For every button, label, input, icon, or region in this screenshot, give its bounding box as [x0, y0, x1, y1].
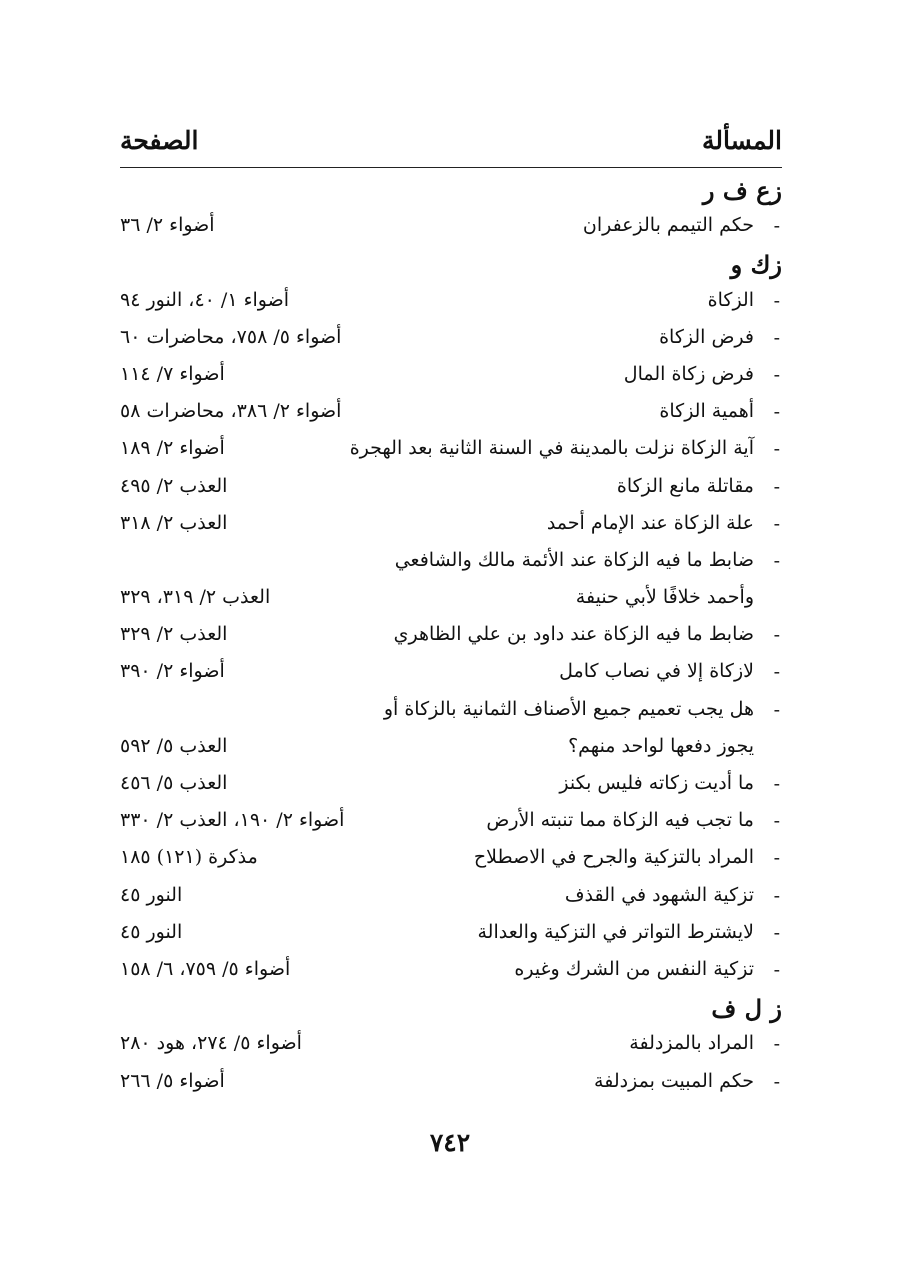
section-root-letters: زع ف ر	[702, 176, 782, 205]
entry-dash: -	[773, 1033, 780, 1056]
column-header	[120, 126, 782, 162]
index-entry	[120, 841, 782, 878]
issue-column-label: المسألة	[702, 126, 782, 155]
section-root-letters: زك و	[730, 250, 782, 280]
entry-dash: -	[773, 698, 780, 721]
entry-reference: أضواء ٢/ ١٨٩	[120, 437, 225, 460]
entry-reference: أضواء ١/ ٤٠، النور ٩٤	[120, 288, 290, 311]
entry-text: وأحمد خلافًا لأبي حنيفة	[575, 586, 754, 609]
index-entry	[120, 1027, 782, 1064]
entry-reference: أضواء ٥/ ٧٥٩، ٦/ ١٥٨	[120, 957, 291, 980]
entry-reference: النور ٤٥	[120, 883, 183, 906]
index-entry	[120, 358, 782, 395]
index-entry	[120, 693, 782, 730]
entry-text: هل يجب تعميم جميع الأصناف الثمانية بالزكاة أو	[383, 697, 754, 720]
entry-dash: -	[773, 289, 780, 312]
entry-text: تزكية النفس من الشرك وغيره	[514, 957, 754, 980]
index-entry	[120, 209, 782, 246]
entry-dash: -	[773, 810, 780, 833]
entry-dash: -	[773, 884, 780, 907]
entry-text: آية الزكاة نزلت بالمدينة في السنة الثانية بعد الهجرة	[349, 437, 754, 460]
entry-dash: -	[773, 512, 780, 535]
entry-reference: أضواء ٢/ ١٩٠، العذب ٢/ ٣٣٠	[120, 809, 345, 832]
entry-text: لازكاة إلا في نصاب كامل	[559, 660, 754, 683]
entry-dash: -	[773, 438, 780, 461]
entry-reference: العذب ٥/ ٥٩٢	[120, 734, 228, 757]
entry-dash: -	[773, 401, 780, 424]
section-heading	[120, 990, 782, 1027]
index-entry	[120, 395, 782, 432]
section-heading	[120, 246, 782, 283]
entry-text: مقاتلة مانع الزكاة	[616, 474, 754, 497]
entry-reference: أضواء ٥/ ٧٥٨، محاضرات ٦٠	[120, 325, 342, 348]
entry-text: حكم التيمم بالزعفران	[582, 214, 754, 237]
index-entry	[120, 730, 782, 767]
entry-reference: النور ٤٥	[120, 920, 183, 943]
index-lines	[120, 172, 782, 1102]
index-entry	[120, 953, 782, 990]
entry-dash: -	[773, 773, 780, 795]
entry-dash: -	[773, 958, 780, 981]
entry-dash: -	[773, 921, 780, 944]
entry-dash: -	[773, 215, 780, 238]
entry-text: علة الزكاة عند الإمام أحمد	[546, 511, 754, 534]
index-entry	[120, 284, 782, 321]
entry-reference: العذب ٢/ ٣٢٩	[120, 623, 228, 646]
entry-reference: العذب ٢/ ٤٩٥	[120, 474, 228, 497]
entry-text: يجوز دفعها لواحد منهم؟	[568, 734, 754, 757]
header-rule	[120, 167, 782, 168]
page-number: ٧٤٢	[429, 1128, 471, 1157]
page-column-label: الصفحة	[120, 126, 199, 155]
entry-dash: -	[773, 549, 780, 572]
index-entry	[120, 581, 782, 618]
section-root-letters: ز ل ف	[711, 994, 782, 1024]
index-entry	[120, 432, 782, 469]
entry-text: أهمية الزكاة	[659, 400, 754, 423]
index-entry	[120, 655, 782, 692]
section-heading	[120, 172, 782, 209]
entry-reference: العذب ٥/ ٤٥٦	[120, 772, 228, 794]
index-entry	[120, 507, 782, 544]
index-entry	[120, 618, 782, 655]
entry-reference: مذكرة (١٢١) ١٨٥	[120, 846, 258, 869]
entry-reference: أضواء ٢/ ٣٨٦، محاضرات ٥٨	[120, 400, 342, 423]
entry-dash: -	[773, 363, 780, 386]
entry-reference: أضواء ٥/ ٢٦٦	[120, 1069, 225, 1092]
entry-reference: العذب ٢/ ٣١٨	[120, 511, 228, 534]
entry-text: المراد بالمزدلفة	[629, 1032, 754, 1055]
entry-reference: أضواء ٢/ ٣٩٠	[120, 660, 225, 683]
index-entry	[120, 321, 782, 358]
index-entry	[120, 470, 782, 507]
entry-text: فرض الزكاة	[659, 325, 754, 348]
index-entry	[120, 916, 782, 953]
entry-text: ما تجب فيه الزكاة مما تنبته الأرض	[486, 809, 754, 832]
entry-dash: -	[773, 661, 780, 684]
entry-text: ما أديت زكاته فليس بكنز	[559, 772, 754, 794]
index-entry	[120, 767, 782, 804]
entry-text: لايشترط التواتر في التزكية والعدالة	[477, 920, 754, 943]
entry-text: فرض زكاة المال	[623, 362, 754, 385]
entry-dash: -	[773, 475, 780, 498]
entry-reference: أضواء ٥/ ٢٧٤، هود ٢٨٠	[120, 1032, 302, 1055]
entry-dash: -	[773, 847, 780, 870]
index-entry	[120, 1065, 782, 1102]
index-entry	[120, 544, 782, 581]
entry-text: المراد بالتزكية والجرح في الاصطلاح	[473, 846, 754, 869]
index-entry	[120, 804, 782, 841]
entry-text: الزكاة	[707, 288, 754, 311]
entry-reference: أضواء ٢/ ٣٦	[120, 214, 215, 237]
entry-text: ضابط ما فيه الزكاة عند داود بن علي الظاهري	[393, 623, 754, 646]
entry-dash: -	[773, 326, 780, 349]
entry-text: ضابط ما فيه الزكاة عند الأئمة مالك والشافعي	[394, 548, 754, 571]
entry-dash: -	[773, 624, 780, 647]
index-entry	[120, 879, 782, 916]
entry-reference: أضواء ٧/ ١١٤	[120, 362, 225, 385]
entry-text: تزكية الشهود في القذف	[564, 883, 754, 906]
entry-dash: -	[773, 1070, 780, 1093]
entry-text: حكم المبيت بمزدلفة	[594, 1069, 754, 1092]
entry-reference: العذب ٢/ ٣١٩، ٣٢٩	[120, 586, 271, 609]
